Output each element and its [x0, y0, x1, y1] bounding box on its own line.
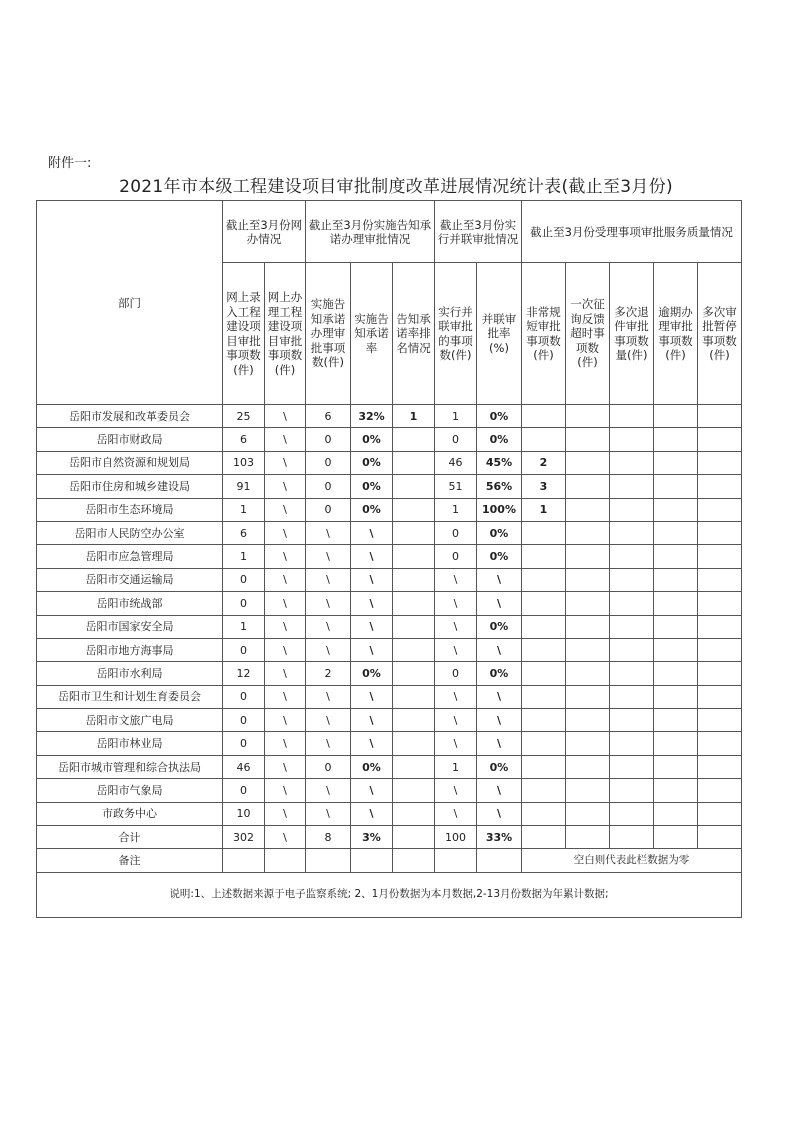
cell-parallel-count: \: [435, 709, 477, 732]
cell-online-entered: 0: [223, 638, 265, 661]
cell-multiple-returns: [610, 638, 654, 661]
cell-parallel-rate: \: [477, 592, 522, 615]
col-header-online-entered: 网上录入工程建设项目审批事项数(件): [223, 263, 265, 405]
cell-overdue: [654, 685, 698, 708]
cell-commitment-rate: 0%: [351, 662, 393, 685]
cell-feedback-overdue: [566, 592, 610, 615]
cell-feedback-overdue: [566, 826, 610, 849]
cell-parallel-rate: \: [477, 802, 522, 825]
cell-multiple-pauses: [698, 545, 742, 568]
cell-online-handled: \: [265, 428, 306, 451]
cell-multiple-returns: [610, 755, 654, 778]
cell-feedback-overdue: [566, 428, 610, 451]
cell-abnormal-short: [522, 521, 566, 544]
cell-parallel-rate: 0%: [477, 428, 522, 451]
notes-text: 说明:1、上述数据来源于电子监察系统; 2、1月份数据为本月数据,2-13月份数据为年累计数据;: [37, 872, 742, 917]
cell-parallel-rate: 0%: [477, 521, 522, 544]
cell-multiple-pauses: [698, 802, 742, 825]
cell-online-handled: \: [265, 615, 306, 638]
department-cell: 岳阳市林业局: [37, 732, 223, 755]
cell-online-entered: 302: [223, 826, 265, 849]
table-row: [37, 662, 742, 685]
remark-row: [37, 849, 742, 872]
cell-commitment-rate: \: [351, 685, 393, 708]
cell-overdue: [654, 451, 698, 474]
department-cell: 合计: [37, 826, 223, 849]
cell-abnormal-short: [522, 779, 566, 802]
cell-online-handled: \: [265, 662, 306, 685]
cell-multiple-returns: [610, 451, 654, 474]
cell-abnormal-short: 2: [522, 451, 566, 474]
cell-multiple-pauses: [698, 779, 742, 802]
cell-commitment-count: \: [306, 521, 351, 544]
cell-abnormal-short: 3: [522, 475, 566, 498]
table-row: [37, 521, 742, 544]
cell-commitment-count: \: [306, 568, 351, 591]
cell-multiple-returns: [610, 709, 654, 732]
department-cell: 岳阳市水利局: [37, 662, 223, 685]
cell-abnormal-short: [522, 405, 566, 428]
cell-parallel-count: 0: [435, 545, 477, 568]
cell-overdue: [654, 475, 698, 498]
remark-empty-cell: [223, 849, 265, 872]
remark-empty-cell: [265, 849, 306, 872]
cell-commitment-count: \: [306, 545, 351, 568]
cell-commitment-rank: [393, 428, 435, 451]
cell-commitment-rate: 32%: [351, 405, 393, 428]
cell-commitment-rank: [393, 755, 435, 778]
cell-commitment-rate: \: [351, 709, 393, 732]
department-cell: 岳阳市气象局: [37, 779, 223, 802]
cell-online-entered: 1: [223, 615, 265, 638]
cell-parallel-count: \: [435, 615, 477, 638]
cell-abnormal-short: [522, 755, 566, 778]
cell-online-entered: 91: [223, 475, 265, 498]
group-header-commitment: 截止至3月份实施告知承诺办理审批情况: [306, 201, 435, 263]
table-row: [37, 568, 742, 591]
cell-commitment-rate: \: [351, 779, 393, 802]
cell-commitment-rate: \: [351, 568, 393, 591]
department-cell: 岳阳市住房和城乡建设局: [37, 475, 223, 498]
table-row: [37, 638, 742, 661]
cell-multiple-pauses: [698, 498, 742, 521]
cell-parallel-rate: \: [477, 568, 522, 591]
department-cell: 岳阳市发展和改革委员会: [37, 405, 223, 428]
cell-multiple-pauses: [698, 592, 742, 615]
col-header-parallel-count: 实行并联审批的事项数(件): [435, 263, 477, 405]
cell-parallel-count: 0: [435, 521, 477, 544]
cell-online-handled: \: [265, 779, 306, 802]
cell-online-entered: 0: [223, 568, 265, 591]
cell-parallel-count: \: [435, 638, 477, 661]
cell-online-handled: \: [265, 545, 306, 568]
cell-parallel-count: \: [435, 779, 477, 802]
cell-multiple-returns: [610, 615, 654, 638]
cell-parallel-rate: \: [477, 709, 522, 732]
cell-commitment-rate: \: [351, 638, 393, 661]
cell-feedback-overdue: [566, 779, 610, 802]
cell-multiple-returns: [610, 521, 654, 544]
cell-abnormal-short: [522, 662, 566, 685]
cell-parallel-rate: \: [477, 779, 522, 802]
cell-overdue: [654, 545, 698, 568]
table-row: [37, 755, 742, 778]
department-cell: 岳阳市文旅广电局: [37, 709, 223, 732]
table-row: [37, 709, 742, 732]
cell-commitment-count: 0: [306, 475, 351, 498]
cell-commitment-rank: [393, 638, 435, 661]
cell-multiple-pauses: [698, 451, 742, 474]
cell-commitment-rate: 0%: [351, 475, 393, 498]
cell-online-entered: 0: [223, 592, 265, 615]
cell-parallel-rate: 0%: [477, 755, 522, 778]
cell-overdue: [654, 592, 698, 615]
department-cell: 岳阳市卫生和计划生育委员会: [37, 685, 223, 708]
cell-online-handled: \: [265, 826, 306, 849]
table-row: [37, 802, 742, 825]
cell-commitment-rank: [393, 451, 435, 474]
cell-commitment-count: 0: [306, 428, 351, 451]
cell-abnormal-short: 1: [522, 498, 566, 521]
remark-label: 备注: [37, 849, 223, 872]
cell-commitment-rate: 3%: [351, 826, 393, 849]
department-header: 部门: [37, 201, 223, 405]
cell-commitment-rank: [393, 685, 435, 708]
notes-row: [37, 872, 742, 917]
statistics-table: [36, 200, 742, 918]
cell-multiple-returns: [610, 662, 654, 685]
cell-parallel-rate: 0%: [477, 615, 522, 638]
cell-feedback-overdue: [566, 685, 610, 708]
cell-multiple-pauses: [698, 755, 742, 778]
cell-online-handled: \: [265, 451, 306, 474]
cell-abnormal-short: [522, 802, 566, 825]
cell-feedback-overdue: [566, 545, 610, 568]
cell-commitment-rank: [393, 779, 435, 802]
remark-empty-cell: [435, 849, 477, 872]
table-row: [37, 498, 742, 521]
cell-parallel-rate: \: [477, 638, 522, 661]
cell-abnormal-short: [522, 615, 566, 638]
cell-multiple-pauses: [698, 568, 742, 591]
cell-commitment-rate: \: [351, 521, 393, 544]
department-cell: 岳阳市自然资源和规划局: [37, 451, 223, 474]
cell-overdue: [654, 638, 698, 661]
cell-commitment-rank: [393, 662, 435, 685]
cell-multiple-pauses: [698, 428, 742, 451]
cell-overdue: [654, 405, 698, 428]
cell-online-handled: \: [265, 685, 306, 708]
department-cell: 岳阳市国家安全局: [37, 615, 223, 638]
cell-parallel-count: 0: [435, 662, 477, 685]
cell-commitment-rank: [393, 568, 435, 591]
cell-parallel-rate: 0%: [477, 405, 522, 428]
cell-multiple-pauses: [698, 475, 742, 498]
cell-commitment-count: \: [306, 638, 351, 661]
cell-overdue: [654, 755, 698, 778]
table-row: [37, 475, 742, 498]
cell-parallel-rate: \: [477, 685, 522, 708]
table-row: [37, 428, 742, 451]
cell-online-handled: \: [265, 638, 306, 661]
cell-commitment-rank: 1: [393, 405, 435, 428]
cell-parallel-rate: 56%: [477, 475, 522, 498]
cell-overdue: [654, 779, 698, 802]
cell-feedback-overdue: [566, 521, 610, 544]
cell-online-handled: \: [265, 755, 306, 778]
group-header-online: 截止至3月份网办情况: [223, 201, 306, 263]
cell-feedback-overdue: [566, 615, 610, 638]
cell-online-entered: 6: [223, 521, 265, 544]
attachment-label: 附件一:: [48, 156, 92, 171]
cell-commitment-rank: [393, 498, 435, 521]
col-header-commitment-rank: 告知承诺率排名情况: [393, 263, 435, 405]
cell-abnormal-short: [522, 685, 566, 708]
col-header-abnormal-short: 非常规短审批事项数(件): [522, 263, 566, 405]
cell-multiple-returns: [610, 568, 654, 591]
cell-abnormal-short: [522, 545, 566, 568]
cell-overdue: [654, 498, 698, 521]
cell-overdue: [654, 615, 698, 638]
cell-feedback-overdue: [566, 451, 610, 474]
cell-feedback-overdue: [566, 802, 610, 825]
cell-overdue: [654, 428, 698, 451]
cell-commitment-rate: \: [351, 615, 393, 638]
department-cell: 岳阳市应急管理局: [37, 545, 223, 568]
cell-commitment-rank: [393, 592, 435, 615]
cell-multiple-pauses: [698, 662, 742, 685]
cell-feedback-overdue: [566, 755, 610, 778]
cell-commitment-rate: \: [351, 802, 393, 825]
cell-abnormal-short: [522, 732, 566, 755]
table-row: [37, 826, 742, 849]
cell-online-handled: \: [265, 732, 306, 755]
cell-multiple-returns: [610, 498, 654, 521]
cell-online-entered: 46: [223, 755, 265, 778]
cell-commitment-rate: 0%: [351, 451, 393, 474]
col-header-multiple-returns: 多次退件审批事项数量(件): [610, 263, 654, 405]
cell-multiple-pauses: [698, 709, 742, 732]
cell-parallel-rate: 0%: [477, 662, 522, 685]
cell-commitment-rate: \: [351, 545, 393, 568]
department-cell: 岳阳市人民防空办公室: [37, 521, 223, 544]
remark-text: 空白则代表此栏数据为零: [522, 849, 742, 872]
table-row: [37, 732, 742, 755]
cell-online-handled: \: [265, 498, 306, 521]
cell-online-handled: \: [265, 405, 306, 428]
cell-feedback-overdue: [566, 475, 610, 498]
cell-commitment-count: \: [306, 685, 351, 708]
group-header-quality: 截止至3月份受理事项审批服务质量情况: [522, 201, 742, 263]
col-header-commitment-count: 实施告知承诺办理审批事项数(件): [306, 263, 351, 405]
department-cell: 岳阳市城市管理和综合执法局: [37, 755, 223, 778]
cell-parallel-count: 1: [435, 755, 477, 778]
col-header-commitment-rate: 实施告知承诺率: [351, 263, 393, 405]
cell-parallel-rate: 33%: [477, 826, 522, 849]
cell-commitment-rank: [393, 709, 435, 732]
department-cell: 岳阳市地方海事局: [37, 638, 223, 661]
cell-overdue: [654, 521, 698, 544]
cell-abnormal-short: [522, 428, 566, 451]
cell-commitment-count: 0: [306, 451, 351, 474]
cell-commitment-count: \: [306, 779, 351, 802]
cell-parallel-count: 1: [435, 405, 477, 428]
col-header-multiple-pauses: 多次审批暂停事项数(件): [698, 263, 742, 405]
cell-multiple-pauses: [698, 826, 742, 849]
cell-multiple-returns: [610, 405, 654, 428]
cell-parallel-count: \: [435, 802, 477, 825]
cell-commitment-rank: [393, 615, 435, 638]
table-row: [37, 685, 742, 708]
department-cell: 岳阳市交通运输局: [37, 568, 223, 591]
cell-feedback-overdue: [566, 405, 610, 428]
cell-overdue: [654, 802, 698, 825]
table-row: [37, 615, 742, 638]
cell-commitment-rank: [393, 732, 435, 755]
remark-empty-cell: [351, 849, 393, 872]
department-cell: 岳阳市统战部: [37, 592, 223, 615]
cell-online-handled: \: [265, 592, 306, 615]
cell-parallel-rate: 0%: [477, 545, 522, 568]
cell-commitment-count: 6: [306, 405, 351, 428]
cell-parallel-count: \: [435, 732, 477, 755]
cell-parallel-count: \: [435, 685, 477, 708]
cell-multiple-returns: [610, 779, 654, 802]
cell-abnormal-short: [522, 568, 566, 591]
cell-abnormal-short: [522, 592, 566, 615]
table-row: [37, 592, 742, 615]
cell-parallel-count: 46: [435, 451, 477, 474]
cell-parallel-rate: 45%: [477, 451, 522, 474]
remark-empty-cell: [477, 849, 522, 872]
cell-multiple-returns: [610, 802, 654, 825]
cell-online-handled: \: [265, 475, 306, 498]
cell-parallel-count: 100: [435, 826, 477, 849]
cell-commitment-count: \: [306, 802, 351, 825]
cell-multiple-pauses: [698, 521, 742, 544]
cell-online-entered: 0: [223, 685, 265, 708]
cell-online-entered: 0: [223, 732, 265, 755]
cell-commitment-count: \: [306, 592, 351, 615]
cell-commitment-rate: 0%: [351, 498, 393, 521]
col-header-feedback-overdue: 一次征询反馈超时事项数(件): [566, 263, 610, 405]
cell-commitment-count: 8: [306, 826, 351, 849]
cell-feedback-overdue: [566, 709, 610, 732]
cell-multiple-pauses: [698, 615, 742, 638]
cell-online-entered: 6: [223, 428, 265, 451]
cell-feedback-overdue: [566, 498, 610, 521]
cell-commitment-count: 0: [306, 755, 351, 778]
department-cell: 岳阳市财政局: [37, 428, 223, 451]
cell-online-handled: \: [265, 568, 306, 591]
cell-multiple-returns: [610, 428, 654, 451]
cell-commitment-rank: [393, 545, 435, 568]
col-header-overdue: 逾期办理审批事项数(件): [654, 263, 698, 405]
cell-online-entered: 25: [223, 405, 265, 428]
department-cell: 岳阳市生态环境局: [37, 498, 223, 521]
group-header-parallel: 截止至3月份实行并联审批情况: [435, 201, 522, 263]
cell-multiple-returns: [610, 592, 654, 615]
cell-feedback-overdue: [566, 568, 610, 591]
cell-abnormal-short: [522, 709, 566, 732]
cell-online-entered: 10: [223, 802, 265, 825]
cell-abnormal-short: [522, 826, 566, 849]
cell-feedback-overdue: [566, 638, 610, 661]
cell-feedback-overdue: [566, 662, 610, 685]
cell-parallel-rate: \: [477, 732, 522, 755]
cell-online-entered: 12: [223, 662, 265, 685]
cell-multiple-pauses: [698, 732, 742, 755]
cell-commitment-count: \: [306, 615, 351, 638]
cell-feedback-overdue: [566, 732, 610, 755]
page-title: 2021年市本级工程建设项目审批制度改革进展情况统计表(截止至3月份): [119, 177, 673, 197]
cell-commitment-rank: [393, 475, 435, 498]
cell-overdue: [654, 732, 698, 755]
cell-abnormal-short: [522, 638, 566, 661]
cell-parallel-count: \: [435, 592, 477, 615]
cell-commitment-count: \: [306, 709, 351, 732]
cell-parallel-count: 0: [435, 428, 477, 451]
col-header-parallel-rate: 并联审批率(%): [477, 263, 522, 405]
cell-online-entered: 1: [223, 498, 265, 521]
cell-multiple-returns: [610, 826, 654, 849]
table-row: [37, 545, 742, 568]
cell-multiple-returns: [610, 545, 654, 568]
cell-commitment-rank: [393, 521, 435, 544]
cell-multiple-pauses: [698, 405, 742, 428]
remark-empty-cell: [306, 849, 351, 872]
cell-overdue: [654, 826, 698, 849]
cell-overdue: [654, 662, 698, 685]
cell-commitment-rate: \: [351, 592, 393, 615]
cell-online-entered: 1: [223, 545, 265, 568]
table-row: [37, 779, 742, 802]
cell-multiple-returns: [610, 732, 654, 755]
cell-multiple-returns: [610, 685, 654, 708]
cell-parallel-rate: 100%: [477, 498, 522, 521]
department-cell: 市政务中心: [37, 802, 223, 825]
remark-empty-cell: [393, 849, 435, 872]
col-header-online-handled: 网上办理工程建设项目审批事项数(件): [265, 263, 306, 405]
cell-online-handled: \: [265, 802, 306, 825]
cell-online-entered: 0: [223, 709, 265, 732]
cell-online-entered: 0: [223, 779, 265, 802]
cell-multiple-returns: [610, 475, 654, 498]
cell-multiple-pauses: [698, 685, 742, 708]
cell-commitment-rate: 0%: [351, 428, 393, 451]
cell-parallel-count: 51: [435, 475, 477, 498]
table-row: [37, 405, 742, 428]
cell-commitment-count: 0: [306, 498, 351, 521]
cell-multiple-pauses: [698, 638, 742, 661]
cell-online-entered: 103: [223, 451, 265, 474]
cell-commitment-rank: [393, 802, 435, 825]
cell-commitment-count: \: [306, 732, 351, 755]
table-row: [37, 451, 742, 474]
cell-overdue: [654, 709, 698, 732]
cell-online-handled: \: [265, 521, 306, 544]
cell-overdue: [654, 568, 698, 591]
cell-parallel-count: \: [435, 568, 477, 591]
cell-parallel-count: 1: [435, 498, 477, 521]
cell-online-handled: \: [265, 709, 306, 732]
cell-commitment-rate: \: [351, 732, 393, 755]
cell-commitment-rank: [393, 826, 435, 849]
cell-commitment-count: 2: [306, 662, 351, 685]
cell-commitment-rate: 0%: [351, 755, 393, 778]
